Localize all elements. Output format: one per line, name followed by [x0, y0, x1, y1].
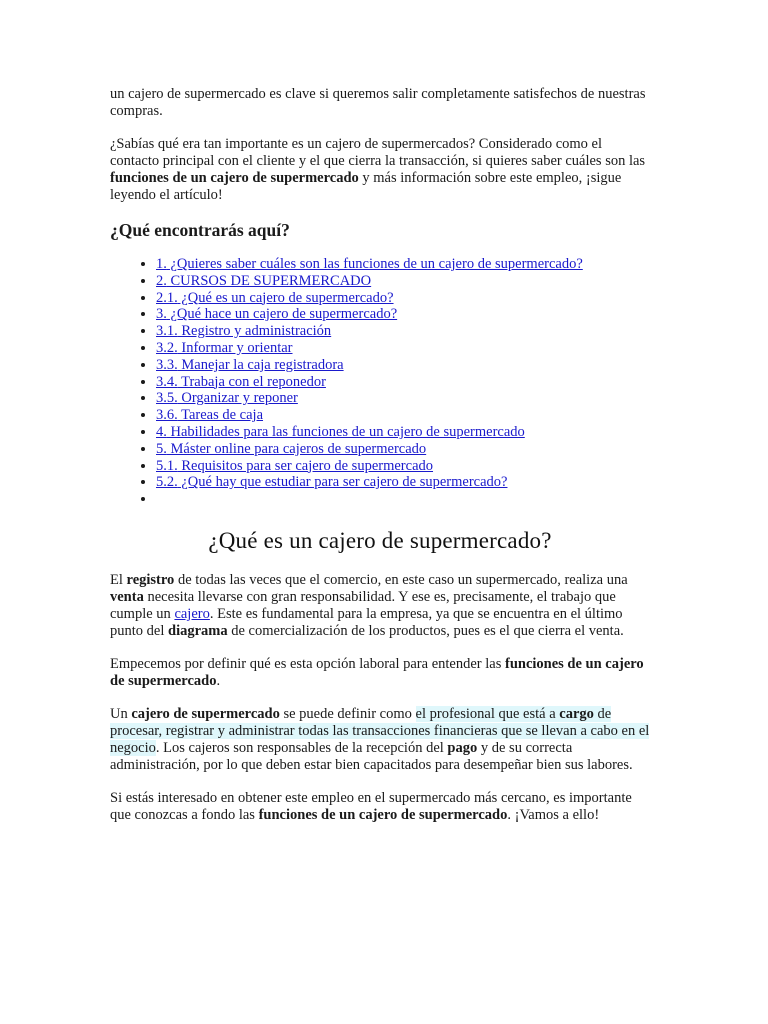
table-of-contents — [110, 256, 650, 508]
toc-link-5-1[interactable] — [156, 458, 433, 474]
highlight-bold: cargo — [559, 705, 594, 722]
text: necesita llevarse con gran responsabilidad. Y ese es, precisamente, el trabajo que cumple un — [110, 588, 616, 622]
toc-link-2[interactable] — [156, 273, 371, 289]
bold-keyword: diagrama — [168, 622, 228, 639]
toc-link-2-1[interactable] — [156, 290, 394, 306]
section-paragraph-2 — [110, 656, 650, 690]
toc-label: Habilidades para las funciones de un cajero de supermercado — [166, 423, 525, 440]
toc-label: ¿Qué hace un cajero de supermercado? — [166, 306, 398, 323]
toc-item — [156, 306, 650, 323]
highlight-text: de procesar, registrar y administrar todas las transacciones financieras que se llevan a cabo en el negocio — [110, 705, 650, 756]
text: Empecemos por definir qué es esta opción laboral para entender las — [110, 655, 505, 672]
text: y de su correcta administración, por lo que deben estar bien capacitados para desempeñar bien sus labores. — [110, 739, 633, 773]
toc-link-5-2[interactable] — [156, 474, 507, 490]
text: de todas las veces que el comercio, en este caso un supermercado, realiza una — [174, 571, 628, 588]
toc-label: Tareas de caja — [177, 407, 264, 424]
text: . Este es fundamental para la empresa, ya que se encuentra en el último punto del — [110, 605, 623, 639]
toc-num: 3.5. — [156, 390, 178, 407]
bold-keyword: funciones de un cajero de supermercado — [258, 806, 508, 823]
toc-link-4[interactable] — [156, 424, 525, 440]
toc-num: 3.6. — [156, 407, 178, 424]
toc-link-3-1[interactable] — [156, 323, 331, 339]
toc-num: 4. — [156, 423, 167, 440]
toc-item — [156, 323, 650, 340]
toc-item — [156, 474, 650, 491]
toc-link-5[interactable] — [156, 441, 426, 457]
toc-num: 3.1. — [156, 323, 178, 340]
text: El — [110, 571, 127, 588]
section-paragraph-1 — [110, 572, 650, 640]
highlight-text: el profesional que está a — [415, 705, 560, 722]
text: de comercialización de los productos, pues es el que cierra el venta. — [227, 622, 624, 639]
toc-label: Informar y orientar — [177, 339, 293, 356]
toc-item — [156, 290, 650, 307]
article-body — [110, 86, 650, 840]
text: se puede definir como — [279, 705, 416, 722]
bold-keyword: funciones de un cajero de supermercado — [110, 655, 644, 689]
toc-label: CURSOS DE SUPERMERCADO — [166, 272, 372, 289]
toc-label: Requisitos para ser cajero de supermercado — [177, 457, 434, 474]
toc-item — [156, 390, 650, 407]
toc-label: Organizar y reponer — [177, 390, 298, 407]
toc-label: ¿Qué hay que estudiar para ser cajero de supermercado? — [177, 474, 508, 491]
section-paragraph-4 — [110, 790, 650, 824]
text: Un — [110, 705, 132, 722]
intro-text-end: y más información sobre este empleo, ¡sigue leyendo el artículo! — [110, 170, 622, 203]
toc-item — [156, 273, 650, 290]
toc-link-3-3[interactable] — [156, 357, 344, 373]
toc-item — [156, 458, 650, 475]
toc-label: ¿Quieres saber cuáles son las funciones de un cajero de supermercado? — [166, 256, 583, 272]
toc-num: 1. — [156, 256, 167, 272]
bold-keyword: cajero de supermercado — [131, 705, 280, 722]
toc-link-3-6[interactable] — [156, 407, 263, 423]
toc-link-3-5[interactable] — [156, 390, 298, 406]
toc-label: Máster online para cajeros de supermercado — [166, 440, 427, 457]
text: . ¡Vamos a ello! — [507, 806, 600, 823]
toc-num: 3.4. — [156, 373, 178, 390]
toc-num: 3.2. — [156, 339, 178, 356]
toc-num: 5. — [156, 440, 167, 457]
toc-label: Registro y administración — [177, 323, 332, 340]
toc-item — [156, 340, 650, 357]
toc-num: 2. — [156, 272, 167, 289]
intro-paragraph-2 — [110, 136, 650, 204]
intro-text: ¿Sabías qué era tan importante es un cajero de supermercados? Considerado como el contacto principal con el cliente y el que cierra la transacción, si quieres saber cuáles son las — [110, 136, 646, 169]
toc-link-1[interactable] — [156, 256, 583, 272]
toc-item — [156, 374, 650, 391]
bold-keyword: venta — [110, 588, 144, 605]
toc-label: Manejar la caja registradora — [177, 356, 344, 373]
toc-item — [156, 407, 650, 424]
toc-label: ¿Qué es un cajero de supermercado? — [177, 289, 394, 306]
toc-item — [156, 424, 650, 441]
text: . Los cajeros son responsables de la recepción del — [155, 739, 448, 756]
toc-item — [156, 357, 650, 374]
toc-num: 5.2. — [156, 474, 178, 491]
bold-keyword: pago — [447, 739, 478, 756]
toc-num: 2.1. — [156, 289, 178, 306]
toc-label: Trabaja con el reponedor — [177, 373, 326, 390]
cajero-link[interactable]: cajero — [174, 605, 210, 622]
toc-item — [156, 441, 650, 458]
toc-num: 5.1. — [156, 457, 178, 474]
text: . — [216, 672, 221, 689]
section-title: ¿Qué es un cajero de supermercado? — [208, 527, 552, 553]
toc-link-3-4[interactable] — [156, 374, 326, 390]
toc-link-3[interactable] — [156, 306, 397, 322]
intro-paragraph-1: un cajero de supermercado es clave si queremos salir completamente satisfechos de nuestras compras. — [110, 86, 646, 119]
intro-bold-keyword: funciones de un cajero de supermercado — [110, 170, 359, 186]
toc-link-3-2[interactable] — [156, 340, 293, 356]
section-paragraph-3 — [110, 706, 650, 774]
toc-item-empty — [156, 491, 650, 508]
toc-num: 3. — [156, 306, 167, 323]
text: Si estás interesado en obtener este empleo en el supermercado más cercano, es importante que conozcas a fondo las — [110, 789, 632, 823]
bold-keyword: registro — [126, 571, 175, 588]
toc-item — [156, 256, 650, 273]
toc-num: 3.3. — [156, 356, 178, 373]
toc-heading: ¿Qué encontrarás aquí? — [110, 220, 290, 240]
